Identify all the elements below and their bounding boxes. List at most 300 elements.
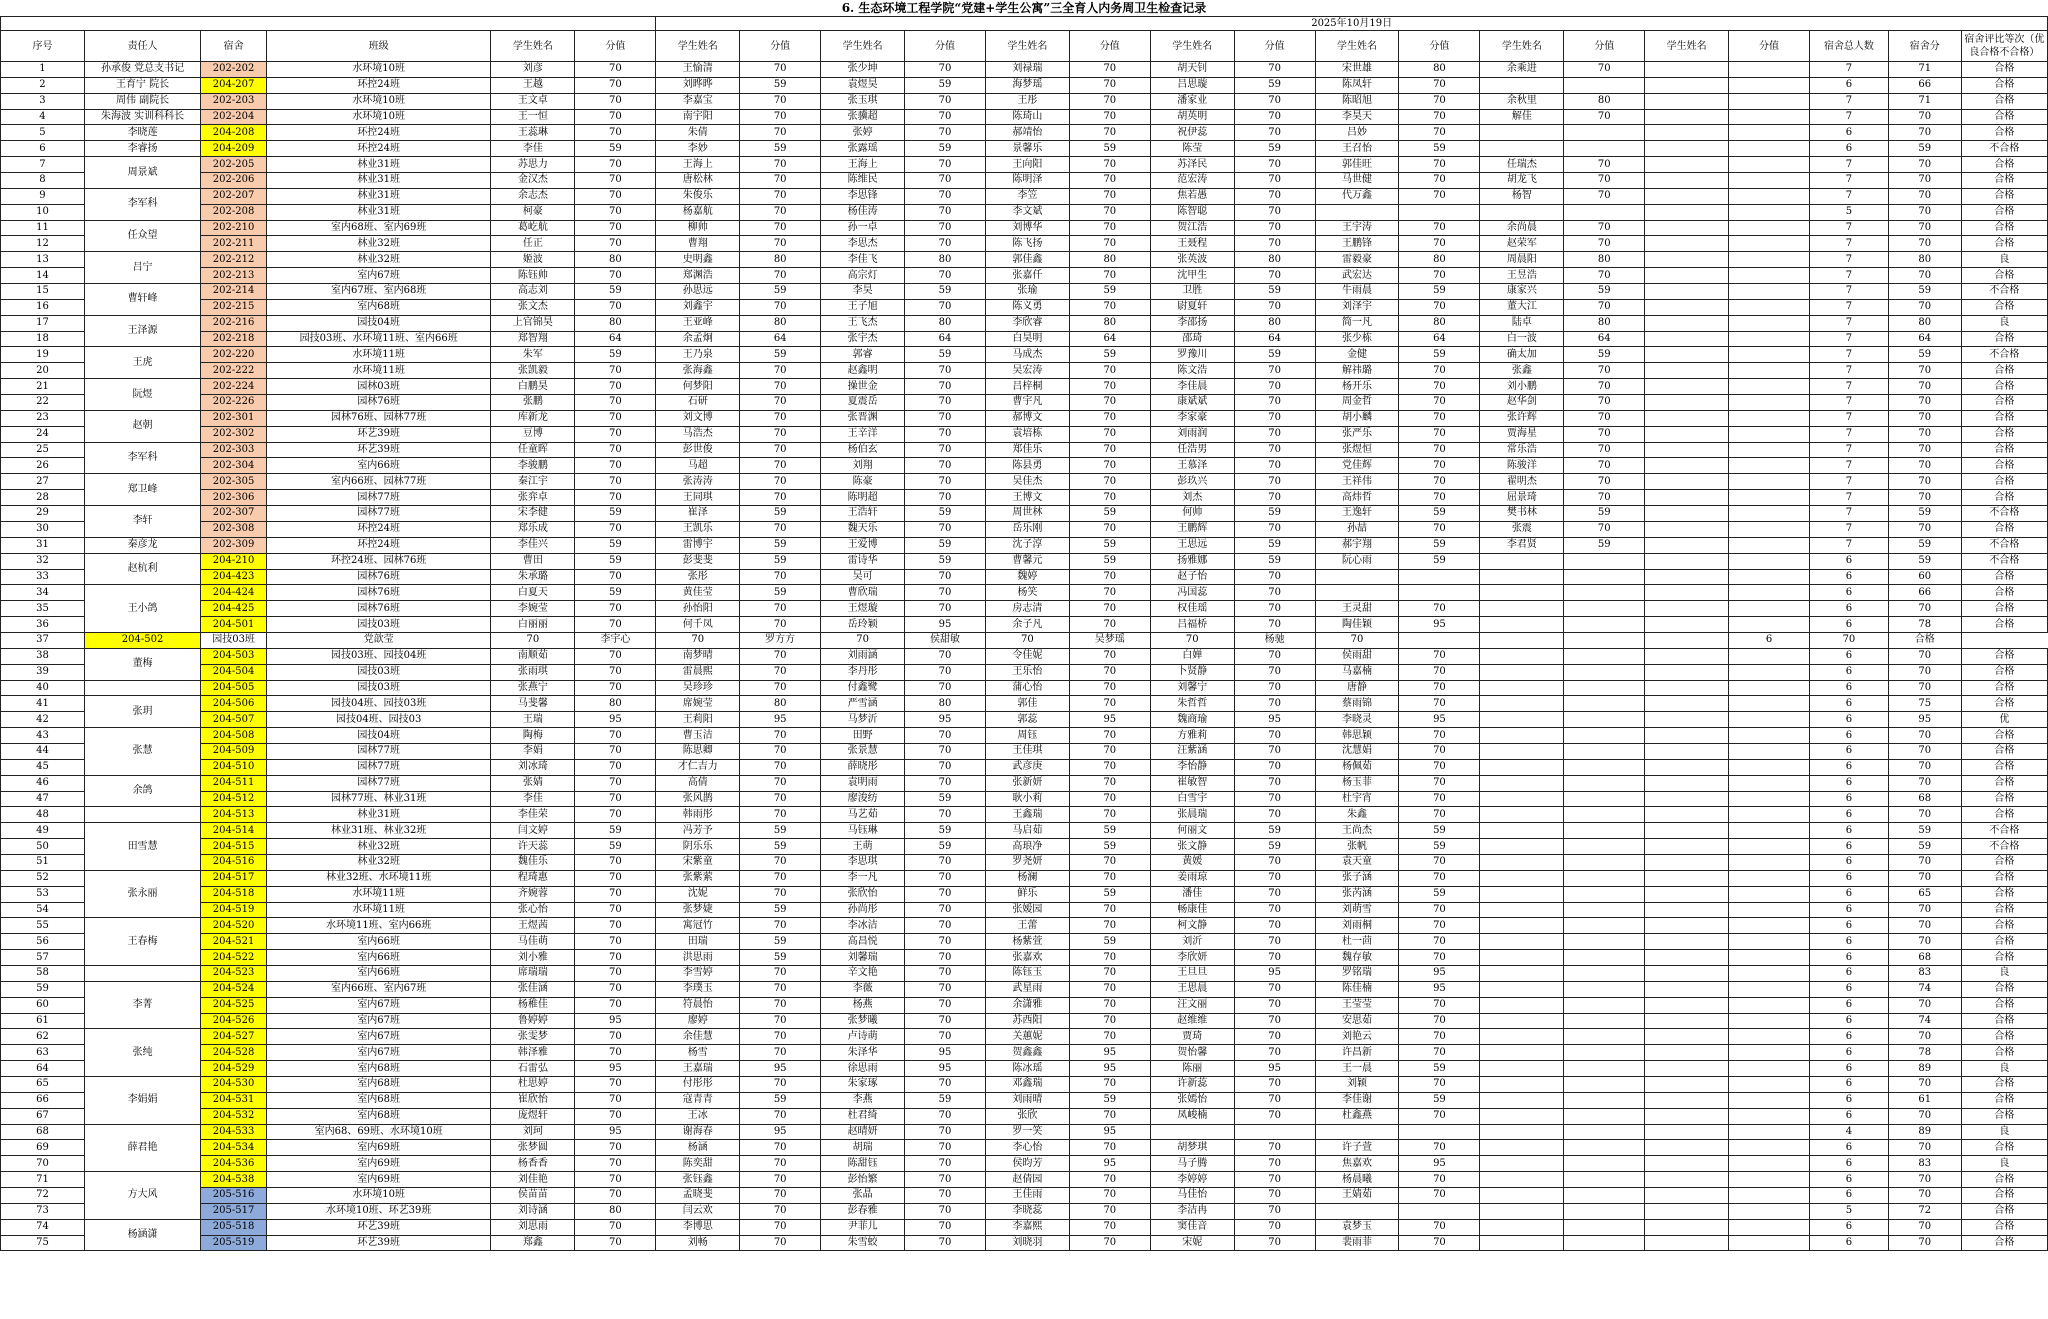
student-name: 刘翔 [821,458,905,474]
student-score: 70 [491,632,575,648]
class-name: 林业31班、林业32班 [266,823,491,839]
student-score [1645,632,1729,648]
student-score: 59 [1399,823,1480,839]
dorm-score: 70 [1888,664,1961,680]
row-number: 26 [1,458,85,474]
student-name: 彭玖兴 [1150,474,1234,490]
student-name: 郝宇翔 [1315,537,1399,553]
student-score: 95 [1069,1045,1150,1061]
student-name: 贺江浩 [1150,220,1234,236]
header-cell: 宿舍分 [1888,31,1961,62]
student-name: 何梦阳 [656,379,740,395]
student-score: 95 [575,712,656,728]
student-score: 70 [905,268,986,284]
student-score: 59 [1399,284,1480,300]
student-score: 70 [1564,109,1645,125]
class-name: 室内66班 [266,934,491,950]
student-name: 刘颖 [1315,1077,1399,1093]
student-name: 余佳慧 [656,1029,740,1045]
student-score: 70 [1069,585,1150,601]
student-name: 张子涵 [1315,870,1399,886]
dorm-grade: 合格 [1961,1092,2047,1108]
student-score [1729,1124,1810,1140]
student-score: 59 [1399,537,1480,553]
student-name [1480,204,1564,220]
student-name: 贾海星 [1480,426,1564,442]
student-score: 80 [740,696,821,712]
responsible-person: 余鸽 [84,775,200,807]
student-score: 70 [1399,1108,1480,1124]
student-score [1729,950,1810,966]
class-name: 水环境11班 [266,363,491,379]
table-row [1,299,2048,315]
responsible-person: 任众望 [84,220,200,252]
row-number: 70 [1,1156,85,1172]
table-row [1,93,2048,109]
dorm-total: 6 [1729,632,1810,648]
student-name: 岳玲颖 [821,617,905,633]
student-name: 刘雨涵 [821,648,905,664]
student-name: 确太加 [1480,347,1564,363]
dorm-number: 204-514 [201,823,267,839]
student-score: 70 [1399,997,1480,1013]
student-score: 70 [1399,410,1480,426]
student-name: 曹宇凡 [985,395,1069,411]
student-name: 卜贤静 [1150,664,1234,680]
dorm-number: 202-304 [201,458,267,474]
student-name: 马超 [656,458,740,474]
student-score: 70 [740,363,821,379]
student-score: 70 [1564,268,1645,284]
dorm-score: 70 [1888,395,1961,411]
student-name: 程琦惠 [491,870,575,886]
student-score: 70 [1069,268,1150,284]
student-name [1315,204,1399,220]
student-score: 70 [905,680,986,696]
student-score: 70 [1399,934,1480,950]
student-name: 周钰 [985,728,1069,744]
student-score: 59 [740,537,821,553]
student-name [1645,981,1729,997]
class-name: 室内66班 [266,965,491,981]
student-name: 曹田 [491,553,575,569]
student-name: 马浩杰 [656,426,740,442]
responsible-person: 李晓莲 [84,125,200,141]
student-name: 郭睿 [821,347,905,363]
dorm-grade: 合格 [1961,236,2047,252]
student-name: 杜思婷 [491,1077,575,1093]
student-name: 严雪涵 [821,696,905,712]
class-name: 室内68班 [266,1092,491,1108]
row-number: 46 [1,775,85,791]
dorm-grade: 合格 [1961,585,2047,601]
student-score [1729,77,1810,93]
student-name [1480,1124,1564,1140]
student-score: 70 [1234,696,1315,712]
student-name [1645,315,1729,331]
table-row [1,918,2048,934]
row-number: 29 [1,506,85,522]
student-score: 59 [905,284,986,300]
student-score: 70 [740,680,821,696]
student-name: 张嫒园 [985,902,1069,918]
student-score: 70 [905,1156,986,1172]
dorm-grade: 不合格 [1961,506,2047,522]
student-score: 59 [740,553,821,569]
student-score [1399,1124,1480,1140]
student-name: 陈奕甜 [656,1156,740,1172]
student-score: 64 [1234,331,1315,347]
student-score [1729,347,1810,363]
dorm-total: 7 [1810,458,1889,474]
student-name: 任童晖 [491,442,575,458]
student-score: 80 [1399,62,1480,78]
student-name: 夏震岳 [821,395,905,411]
student-score: 70 [1399,1172,1480,1188]
dorm-total: 4 [1810,1124,1889,1140]
student-score: 95 [905,617,986,633]
class-name: 林业32班、水环境11班 [266,870,491,886]
student-score: 70 [905,1188,986,1204]
student-score: 70 [1069,379,1150,395]
student-score: 70 [1564,173,1645,189]
student-name: 白一波 [1480,331,1564,347]
student-name: 范宏涛 [1150,173,1234,189]
student-name [1480,680,1564,696]
dorm-score: 72 [1888,1203,1961,1219]
dorm-number: 204-503 [201,648,267,664]
student-name: 王海上 [656,157,740,173]
dorm-total: 6 [1810,601,1889,617]
row-number: 40 [1,680,85,696]
student-score: 70 [575,458,656,474]
student-name: 袁培栋 [985,426,1069,442]
student-name: 豆博 [491,426,575,442]
student-score: 70 [1399,918,1480,934]
class-name: 室内68班 [266,1077,491,1093]
table-row [1,1061,2048,1077]
student-name: 张严乐 [1315,426,1399,442]
student-name [1645,807,1729,823]
header-cell: 班级 [266,31,491,62]
student-name: 马佳怡 [1150,1188,1234,1204]
table-row [1,379,2048,395]
dorm-total: 7 [1810,236,1889,252]
dorm-total: 7 [1810,410,1889,426]
student-score: 70 [1069,62,1150,78]
student-name: 马斐馨 [491,696,575,712]
dorm-number: 204-508 [201,728,267,744]
student-name: 库新龙 [491,410,575,426]
student-score: 70 [740,1029,821,1045]
dorm-grade: 合格 [1961,918,2047,934]
student-name: 陈文浩 [1150,363,1234,379]
student-name [1645,712,1729,728]
student-score: 70 [740,109,821,125]
dorm-grade: 合格 [1961,188,2047,204]
student-name [1645,442,1729,458]
student-name: 白昊明 [985,331,1069,347]
student-score: 70 [1234,458,1315,474]
student-score: 59 [1234,347,1315,363]
dorm-number: 202-214 [201,284,267,300]
student-score: 70 [1399,299,1480,315]
dorm-number: 205-518 [201,1219,267,1235]
student-score: 70 [575,379,656,395]
student-score [1564,1235,1645,1251]
student-score [1564,743,1645,759]
student-name: 田瑞 [656,934,740,950]
row-number: 45 [1,759,85,775]
student-name: 陈甜钰 [821,1156,905,1172]
student-name: 刘艳云 [1315,1029,1399,1045]
student-score [1729,299,1810,315]
class-name: 林业32班 [266,252,491,268]
dorm-number: 204-519 [201,902,267,918]
student-name: 杜君绮 [821,1108,905,1124]
student-score: 70 [905,870,986,886]
class-name: 园技04班 [266,315,491,331]
class-name: 园技03班、水环境11班、室内66班 [266,331,491,347]
dorm-score: 78 [1888,1045,1961,1061]
student-name: 李家豪 [1150,410,1234,426]
student-score: 70 [740,728,821,744]
student-score [1564,965,1645,981]
row-number: 54 [1,902,85,918]
dorm-number: 204-538 [201,1172,267,1188]
student-score: 70 [1069,93,1150,109]
student-score [1729,791,1810,807]
class-name: 室内67班、室内68班 [266,284,491,300]
student-score: 59 [575,839,656,855]
student-name: 李心怡 [985,1140,1069,1156]
responsible-person: 杨涵潇 [84,1219,200,1251]
row-number: 56 [1,934,85,950]
row-number: 16 [1,299,85,315]
student-score: 70 [1234,664,1315,680]
student-name: 常乐浩 [1480,442,1564,458]
table-row [1,569,2048,585]
student-score: 70 [1234,93,1315,109]
student-score: 70 [740,648,821,664]
student-name: 岳乐刚 [985,521,1069,537]
student-score: 59 [1069,506,1150,522]
student-name: 焦嘉欢 [1315,1156,1399,1172]
student-name [1480,886,1564,902]
student-score [1564,1061,1645,1077]
dorm-grade: 合格 [1961,474,2047,490]
student-name: 刘文博 [656,410,740,426]
dorm-score: 70 [1888,997,1961,1013]
class-name: 室内67班 [266,1013,491,1029]
student-name: 杨燕 [821,997,905,1013]
student-name: 刘珂 [491,1124,575,1140]
dorm-total: 7 [1810,506,1889,522]
header-cell: 学生姓名 [821,31,905,62]
class-name: 林业31班 [266,204,491,220]
student-name [1645,870,1729,886]
student-score [1729,902,1810,918]
table-row [1,823,2048,839]
class-name: 环控24班 [266,537,491,553]
student-name: 李骏鹏 [491,458,575,474]
dorm-score: 70 [1888,807,1961,823]
student-score: 70 [575,870,656,886]
student-name: 赵荣军 [1480,236,1564,252]
dorm-score: 70 [1888,1108,1961,1124]
student-name: 雷毅豪 [1315,252,1399,268]
student-score: 59 [740,506,821,522]
table-row [1,236,2048,252]
responsible-person: 王小鸽 [84,585,200,633]
student-name [1645,426,1729,442]
student-name: 王文卓 [491,93,575,109]
student-name [1480,728,1564,744]
student-name [1645,458,1729,474]
student-name [1480,1108,1564,1124]
student-score: 70 [1399,173,1480,189]
dorm-total: 6 [1810,1077,1889,1093]
class-name: 园技04班、园技03班 [266,696,491,712]
dorm-score: 70 [1888,743,1961,759]
student-name: 翟明杰 [1480,474,1564,490]
student-score: 70 [1069,1108,1150,1124]
student-name: 赵鑫明 [821,363,905,379]
student-score: 70 [1234,157,1315,173]
dorm-score: 80 [1888,315,1961,331]
student-name: 付彤彤 [656,1077,740,1093]
student-name [1480,870,1564,886]
dorm-grade: 良 [1961,965,2047,981]
student-score: 59 [1069,553,1150,569]
dorm-grade: 合格 [1961,664,2047,680]
responsible-person: 董梅 [84,648,200,680]
student-name: 陈莹 [1150,141,1234,157]
student-score: 70 [740,268,821,284]
student-name: 孟晓斐 [656,1188,740,1204]
student-name: 郭蕊 [985,712,1069,728]
student-name: 房志清 [985,601,1069,617]
student-name [1480,648,1564,664]
dorm-grade: 良 [1961,252,2047,268]
student-name: 陈钰玉 [985,965,1069,981]
student-name: 扬雅娜 [1150,553,1234,569]
student-name [1645,854,1729,870]
student-score: 95 [1399,712,1480,728]
dorm-score: 70 [1888,854,1961,870]
student-score [1564,1203,1645,1219]
student-score: 70 [1234,648,1315,664]
student-name: 武宏达 [1315,268,1399,284]
dorm-score: 70 [1888,1140,1961,1156]
student-name [1480,950,1564,966]
student-name: 赵维维 [1150,1013,1234,1029]
student-name [1480,918,1564,934]
student-score: 95 [1069,1061,1150,1077]
student-score: 70 [905,648,986,664]
student-score: 70 [1069,1172,1150,1188]
student-name [1645,791,1729,807]
student-score: 70 [905,965,986,981]
student-name: 侯苗苗 [491,1188,575,1204]
student-name [1645,902,1729,918]
student-name [1480,1013,1564,1029]
student-name: 张晶 [821,1188,905,1204]
class-name: 水环境10班 [266,93,491,109]
student-score: 59 [740,77,821,93]
student-score: 59 [1399,839,1480,855]
student-name [1645,204,1729,220]
class-name: 环控24班 [266,141,491,157]
student-name: 张震 [1480,521,1564,537]
dorm-number: 202-309 [201,537,267,553]
student-name: 王冰 [656,1108,740,1124]
student-name: 宋紫童 [656,854,740,870]
header-cell: 宿舍总人数 [1810,31,1889,62]
student-name: 沈妮 [656,886,740,902]
student-score: 70 [575,77,656,93]
dorm-score: 65 [1888,886,1961,902]
dorm-number: 204-530 [201,1077,267,1093]
student-score [1564,1188,1645,1204]
student-name: 张鑫 [1480,363,1564,379]
dorm-number: 204-518 [201,886,267,902]
student-score [1729,854,1810,870]
student-name [1480,601,1564,617]
row-number: 73 [1,1203,85,1219]
dorm-total: 7 [1810,284,1889,300]
student-name: 孙喆 [1315,521,1399,537]
student-name: 耿小莉 [985,791,1069,807]
student-score: 70 [1399,870,1480,886]
student-score: 70 [1564,379,1645,395]
table-row [1,759,2048,775]
dorm-total: 6 [1810,759,1889,775]
student-name: 庞煜轩 [491,1108,575,1124]
student-score: 70 [575,62,656,78]
student-name [1645,569,1729,585]
student-name: 张英波 [1150,252,1234,268]
student-name [1645,141,1729,157]
student-name: 马启茹 [985,823,1069,839]
student-name: 唐静 [1315,680,1399,696]
student-score: 70 [575,1108,656,1124]
student-name: 王鹏锋 [1315,236,1399,252]
student-name: 宋世雄 [1315,62,1399,78]
class-name: 室内68班 [266,299,491,315]
student-name: 李文斌 [985,204,1069,220]
student-name: 马嘉楠 [1315,664,1399,680]
student-name: 武星雨 [985,981,1069,997]
student-name: 任正 [491,236,575,252]
dorm-total: 7 [1810,62,1889,78]
student-name: 张佳涵 [491,981,575,997]
student-name: 杜一茴 [1315,934,1399,950]
student-name [1150,1124,1234,1140]
student-name: 张少栋 [1315,331,1399,347]
student-name: 闫云欢 [656,1203,740,1219]
student-name: 王萌 [821,839,905,855]
student-score [1729,728,1810,744]
student-score: 70 [1234,791,1315,807]
dorm-number: 204-515 [201,839,267,855]
student-name: 柳帅 [656,220,740,236]
student-name: 朱泽华 [821,1045,905,1061]
student-name: 张风鹊 [656,791,740,807]
student-name: 潘佳 [1150,886,1234,902]
row-number: 19 [1,347,85,363]
student-name: 魏存敏 [1315,950,1399,966]
